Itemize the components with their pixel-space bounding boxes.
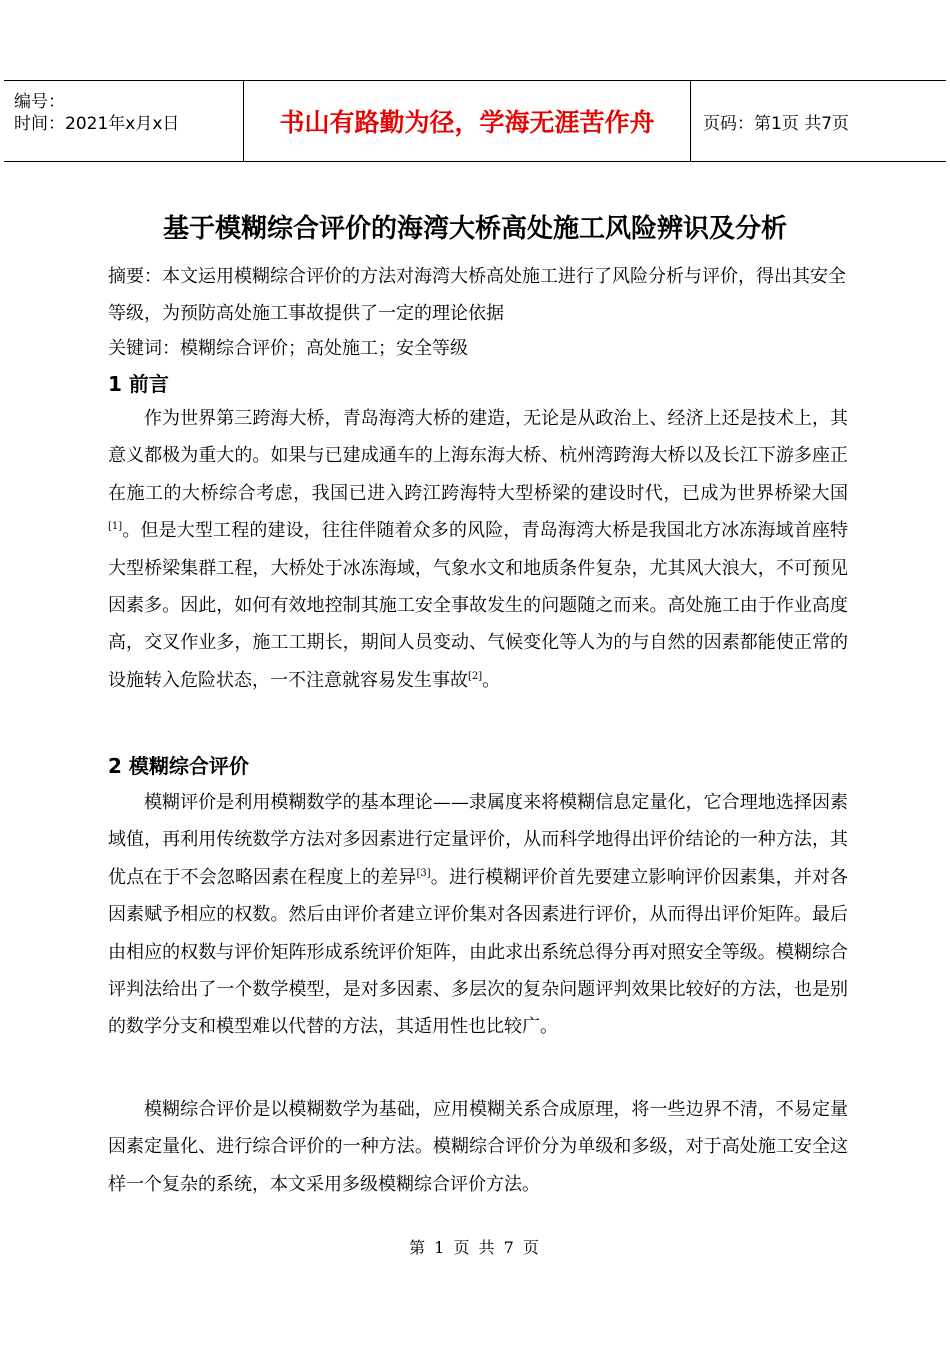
fuzzy-evaluation-paragraph-1 [108, 784, 848, 1046]
paragraph-text: 模糊评价是利用模糊数学的基本理论——隶属度来将模糊信息定量化，它合理地选择因素域值，再利用传统数学方法对多因素进行定量评价，从而科学地得出评价结论的一种方法，其优点在于不会忽略因素在程度上的差异 [108, 792, 848, 888]
paragraph-text: 。 [482, 669, 501, 691]
motto-text: 书山有路勤为径，学海无涯苦作舟 [279, 108, 655, 137]
abstract: 摘要：本文运用模糊综合评价的方法对海湾大桥高处施工进行了风险分析与评价，得出其安全等级，为预防高处施工事故提供了一定的理论依据 [108, 266, 846, 324]
paragraph-text: 作为世界第三跨海大桥，青岛海湾大桥的建造，无论是从政治上、经济上还是技术上，其意义都极为重大的。如果与已建成通车的上海东海大桥、杭州湾跨海大桥以及长江下游多座正在施工的大桥综合考虑，我国已进入跨江跨海特大型桥梁的建设时代，已成为世界桥梁大国 [108, 408, 848, 504]
page-footer: 第 1 页 共 7 页 [409, 1238, 541, 1257]
keywords: 关键词：模糊综合评价；高处施工；安全等级 [108, 338, 468, 359]
paragraph-text: 。进行模糊评价首先要建立影响评价因素集，并对各因素赋予相应的权数。然后由评价者建立评价集对各因素进行评价，从而得出评价矩阵。最后由相应的权数与评价矩阵形成系统评价矩阵，由此求出系统总得分再对照安全等级。模糊综合评判法给出了一个数学模型，是对多因素、多层次的复杂问题评判效果比较好的方法，也是别的数学分支和模型难以代替的方法，其适用性也比较广。 [108, 866, 849, 1038]
number-label: 编号： [14, 92, 65, 112]
paragraph-text: 。但是大型工程的建设，往往伴随着众多的风险，青岛海湾大桥是我国北方冰冻海域首座特大型桥梁集群工程，大桥处于冰冻海域，气象水文和地质条件复杂，尤其风大浪大，不可预见因素多。因此，如何有效地控制其施工安全事故发生的问题随之而来。高处施工由于作业高度高，交叉作业多，施工工期长，期间人员变动、气候变化等人为的与自然的因素都能使正常的设施转入危险状态，一不注意就容易发生事故 [108, 520, 848, 691]
citation-ref[interactable]: [3] [416, 867, 431, 879]
header-page-cell [691, 81, 946, 161]
section-heading-fuzzy-evaluation: 2 模糊综合评价 [108, 754, 249, 778]
document-title: 基于模糊综合评价的海湾大桥高处施工风险辨识及分析 [162, 214, 787, 244]
header-motto-cell [244, 81, 691, 161]
citation-ref[interactable]: [1] [108, 521, 123, 533]
introduction-paragraph [108, 400, 848, 699]
citation-ref[interactable]: [2] [468, 670, 483, 682]
time-label: 时间：2021年x月x日 [14, 114, 180, 134]
fuzzy-evaluation-paragraph-2: 模糊综合评价是以模糊数学为基础，应用模糊关系合成原理，将一些边界不清，不易定量因素定量化、进行综合评价的一种方法。模糊综合评价分为单级和多级，对于高处施工安全这样一个复杂的系统，本文采用多级模糊综合评价方法。 [108, 1099, 848, 1195]
header-meta-cell [4, 81, 244, 161]
page-info: 页码：第1页 共7页 [703, 113, 850, 134]
section-heading-introduction: 1 前言 [108, 372, 169, 396]
document-header [4, 80, 946, 162]
